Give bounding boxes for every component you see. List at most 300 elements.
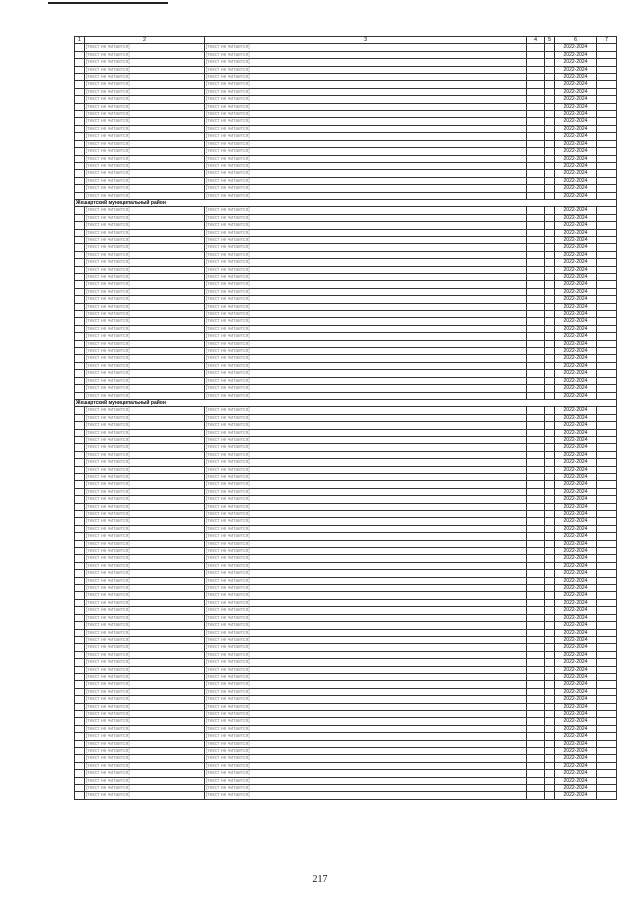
cell-work-type: [текст не читается] bbox=[205, 111, 527, 118]
cell-col-5 bbox=[545, 229, 555, 236]
cell-row-number bbox=[75, 162, 85, 169]
cell-col-5 bbox=[545, 362, 555, 369]
cell-address: [текст не читается] bbox=[85, 177, 205, 184]
cell-col-7 bbox=[597, 518, 617, 525]
cell-col-7 bbox=[597, 303, 617, 310]
cell-year bbox=[527, 251, 545, 258]
cell-col-5 bbox=[545, 629, 555, 636]
cell-row-number bbox=[75, 451, 85, 458]
cell-row-number bbox=[75, 74, 85, 81]
table-row bbox=[75, 392, 617, 399]
cell-col-5 bbox=[545, 162, 555, 169]
cell-work-type: [текст не читается] bbox=[205, 148, 527, 155]
cell-period: 2022-2024 bbox=[555, 548, 597, 555]
table-row bbox=[75, 592, 617, 599]
cell-address: [текст не читается] bbox=[85, 385, 205, 392]
cell-address: [текст не читается] bbox=[85, 733, 205, 740]
table-row bbox=[75, 259, 617, 266]
cell-year bbox=[527, 355, 545, 362]
section-heading-row bbox=[75, 199, 617, 206]
table-row bbox=[75, 207, 617, 214]
table-row bbox=[75, 659, 617, 666]
cell-col-5 bbox=[545, 340, 555, 347]
cell-year bbox=[527, 348, 545, 355]
cell-period: 2022-2024 bbox=[555, 570, 597, 577]
cell-col-5 bbox=[545, 325, 555, 332]
cell-col-7 bbox=[597, 755, 617, 762]
cell-col-7 bbox=[597, 451, 617, 458]
table-row bbox=[75, 385, 617, 392]
cell-period: 2022-2024 bbox=[555, 251, 597, 258]
cell-year bbox=[527, 370, 545, 377]
table-row bbox=[75, 229, 617, 236]
cell-period: 2022-2024 bbox=[555, 473, 597, 480]
table-row bbox=[75, 666, 617, 673]
table-row bbox=[75, 511, 617, 518]
cell-col-5 bbox=[545, 177, 555, 184]
cell-work-type: [текст не читается] bbox=[205, 518, 527, 525]
cell-period: 2022-2024 bbox=[555, 140, 597, 147]
cell-row-number bbox=[75, 385, 85, 392]
cell-row-number bbox=[75, 688, 85, 695]
cell-work-type: [текст не читается] bbox=[205, 118, 527, 125]
cell-year bbox=[527, 111, 545, 118]
cell-row-number bbox=[75, 562, 85, 569]
cell-row-number bbox=[75, 370, 85, 377]
cell-row-number bbox=[75, 348, 85, 355]
cell-year bbox=[527, 325, 545, 332]
table-row bbox=[75, 696, 617, 703]
cell-col-5 bbox=[545, 355, 555, 362]
cell-period: 2022-2024 bbox=[555, 636, 597, 643]
cell-col-7 bbox=[597, 236, 617, 243]
cell-row-number bbox=[75, 88, 85, 95]
table-row bbox=[75, 770, 617, 777]
cell-col-5 bbox=[545, 770, 555, 777]
cell-col-5 bbox=[545, 473, 555, 480]
table-row bbox=[75, 473, 617, 480]
cell-address: [текст не читается] bbox=[85, 229, 205, 236]
cell-period: 2022-2024 bbox=[555, 259, 597, 266]
table-row bbox=[75, 488, 617, 495]
cell-work-type: [текст не читается] bbox=[205, 311, 527, 318]
cell-year bbox=[527, 170, 545, 177]
table-row bbox=[75, 148, 617, 155]
table-row bbox=[75, 44, 617, 51]
cell-period: 2022-2024 bbox=[555, 355, 597, 362]
cell-work-type: [текст не читается] bbox=[205, 59, 527, 66]
cell-work-type: [текст не читается] bbox=[205, 488, 527, 495]
cell-work-type: [текст не читается] bbox=[205, 511, 527, 518]
cell-row-number bbox=[75, 473, 85, 480]
cell-work-type: [текст не читается] bbox=[205, 710, 527, 717]
cell-col-5 bbox=[545, 407, 555, 414]
cell-year bbox=[527, 710, 545, 717]
cell-col-5 bbox=[545, 214, 555, 221]
cell-period: 2022-2024 bbox=[555, 629, 597, 636]
cell-row-number bbox=[75, 681, 85, 688]
cell-address: [текст не читается] bbox=[85, 607, 205, 614]
cell-col-5 bbox=[545, 696, 555, 703]
cell-col-7 bbox=[597, 222, 617, 229]
cell-col-7 bbox=[597, 496, 617, 503]
cell-year bbox=[527, 777, 545, 784]
cell-col-7 bbox=[597, 607, 617, 614]
cell-work-type: [текст не читается] bbox=[205, 733, 527, 740]
cell-period: 2022-2024 bbox=[555, 436, 597, 443]
cell-col-7 bbox=[597, 111, 617, 118]
cell-work-type: [текст не читается] bbox=[205, 444, 527, 451]
cell-col-7 bbox=[597, 673, 617, 680]
cell-work-type: [текст не читается] bbox=[205, 355, 527, 362]
cell-work-type: [текст не читается] bbox=[205, 718, 527, 725]
cell-period: 2022-2024 bbox=[555, 377, 597, 384]
cell-col-5 bbox=[545, 59, 555, 66]
cell-period: 2022-2024 bbox=[555, 170, 597, 177]
cell-work-type: [текст не читается] bbox=[205, 740, 527, 747]
cell-year bbox=[527, 533, 545, 540]
cell-col-5 bbox=[545, 710, 555, 717]
cell-col-5 bbox=[545, 281, 555, 288]
cell-address: [текст не читается] bbox=[85, 459, 205, 466]
cell-col-7 bbox=[597, 414, 617, 421]
table-row bbox=[75, 525, 617, 532]
table-row bbox=[75, 96, 617, 103]
cell-year bbox=[527, 473, 545, 480]
cell-row-number bbox=[75, 148, 85, 155]
cell-col-5 bbox=[545, 81, 555, 88]
cell-col-7 bbox=[597, 540, 617, 547]
table-row bbox=[75, 562, 617, 569]
cell-year bbox=[527, 133, 545, 140]
cell-col-5 bbox=[545, 503, 555, 510]
cell-col-5 bbox=[545, 259, 555, 266]
cell-address: [текст не читается] bbox=[85, 311, 205, 318]
cell-col-5 bbox=[545, 170, 555, 177]
cell-year bbox=[527, 555, 545, 562]
cell-address: [текст не читается] bbox=[85, 644, 205, 651]
cell-address: [текст не читается] bbox=[85, 214, 205, 221]
cell-col-7 bbox=[597, 51, 617, 58]
cell-col-5 bbox=[545, 607, 555, 614]
cell-address: [текст не читается] bbox=[85, 296, 205, 303]
cell-col-5 bbox=[545, 318, 555, 325]
cell-work-type: [текст не читается] bbox=[205, 222, 527, 229]
section-heading: Жешартский муниципальный район bbox=[75, 399, 617, 406]
cell-address: [текст не читается] bbox=[85, 533, 205, 540]
cell-period: 2022-2024 bbox=[555, 562, 597, 569]
cell-period: 2022-2024 bbox=[555, 525, 597, 532]
table-body bbox=[75, 44, 617, 799]
cell-address: [текст не читается] bbox=[85, 518, 205, 525]
cell-row-number bbox=[75, 548, 85, 555]
cell-address: [текст не читается] bbox=[85, 466, 205, 473]
cell-year bbox=[527, 518, 545, 525]
table-row bbox=[75, 355, 617, 362]
cell-col-5 bbox=[545, 96, 555, 103]
cell-period: 2022-2024 bbox=[555, 44, 597, 51]
table-row bbox=[75, 81, 617, 88]
cell-year bbox=[527, 118, 545, 125]
cell-col-5 bbox=[545, 444, 555, 451]
cell-row-number bbox=[75, 585, 85, 592]
cell-row-number bbox=[75, 525, 85, 532]
cell-year bbox=[527, 125, 545, 132]
cell-col-7 bbox=[597, 266, 617, 273]
cell-row-number bbox=[75, 577, 85, 584]
table-row bbox=[75, 614, 617, 621]
cell-col-5 bbox=[545, 488, 555, 495]
cell-work-type: [текст не читается] bbox=[205, 155, 527, 162]
cell-col-7 bbox=[597, 385, 617, 392]
cell-col-5 bbox=[545, 755, 555, 762]
cell-work-type: [текст не читается] bbox=[205, 407, 527, 414]
cell-col-5 bbox=[545, 155, 555, 162]
cell-year bbox=[527, 81, 545, 88]
cell-address: [текст не читается] bbox=[85, 244, 205, 251]
cell-col-7 bbox=[597, 592, 617, 599]
cell-period: 2022-2024 bbox=[555, 133, 597, 140]
cell-col-7 bbox=[597, 362, 617, 369]
cell-year bbox=[527, 377, 545, 384]
cell-address: [текст не читается] bbox=[85, 222, 205, 229]
cell-period: 2022-2024 bbox=[555, 770, 597, 777]
cell-row-number bbox=[75, 629, 85, 636]
cell-work-type: [текст не читается] bbox=[205, 673, 527, 680]
cell-year bbox=[527, 718, 545, 725]
table-row bbox=[75, 118, 617, 125]
cell-col-7 bbox=[597, 644, 617, 651]
cell-col-7 bbox=[597, 177, 617, 184]
table-row bbox=[75, 496, 617, 503]
cell-address: [текст не читается] bbox=[85, 162, 205, 169]
cell-year bbox=[527, 51, 545, 58]
cell-period: 2022-2024 bbox=[555, 540, 597, 547]
table-row bbox=[75, 288, 617, 295]
cell-col-5 bbox=[545, 792, 555, 799]
cell-row-number bbox=[75, 325, 85, 332]
cell-year bbox=[527, 185, 545, 192]
cell-address: [текст не читается] bbox=[85, 666, 205, 673]
cell-row-number bbox=[75, 740, 85, 747]
cell-year bbox=[527, 755, 545, 762]
cell-period: 2022-2024 bbox=[555, 385, 597, 392]
cell-col-5 bbox=[545, 125, 555, 132]
cell-col-7 bbox=[597, 548, 617, 555]
cell-col-5 bbox=[545, 377, 555, 384]
cell-address: [текст не читается] bbox=[85, 599, 205, 606]
cell-col-7 bbox=[597, 340, 617, 347]
cell-address: [текст не читается] bbox=[85, 118, 205, 125]
cell-year bbox=[527, 770, 545, 777]
cell-col-7 bbox=[597, 696, 617, 703]
cell-year bbox=[527, 666, 545, 673]
table-row bbox=[75, 570, 617, 577]
cell-year bbox=[527, 548, 545, 555]
cell-col-7 bbox=[597, 473, 617, 480]
cell-work-type: [текст не читается] bbox=[205, 51, 527, 58]
table-row bbox=[75, 518, 617, 525]
cell-work-type: [текст не читается] bbox=[205, 103, 527, 110]
cell-period: 2022-2024 bbox=[555, 362, 597, 369]
cell-address: [текст не читается] bbox=[85, 44, 205, 51]
cell-period: 2022-2024 bbox=[555, 681, 597, 688]
cell-period: 2022-2024 bbox=[555, 236, 597, 243]
cell-period: 2022-2024 bbox=[555, 688, 597, 695]
cell-col-7 bbox=[597, 666, 617, 673]
cell-work-type: [текст не читается] bbox=[205, 303, 527, 310]
cell-address: [текст не читается] bbox=[85, 414, 205, 421]
cell-col-7 bbox=[597, 125, 617, 132]
cell-year bbox=[527, 599, 545, 606]
table-header-row bbox=[75, 37, 617, 44]
cell-period: 2022-2024 bbox=[555, 755, 597, 762]
cell-col-7 bbox=[597, 777, 617, 784]
cell-col-5 bbox=[545, 103, 555, 110]
cell-period: 2022-2024 bbox=[555, 703, 597, 710]
cell-work-type: [текст не читается] bbox=[205, 599, 527, 606]
cell-work-type: [текст не читается] bbox=[205, 777, 527, 784]
cell-col-7 bbox=[597, 444, 617, 451]
cell-col-5 bbox=[545, 577, 555, 584]
cell-year bbox=[527, 318, 545, 325]
cell-work-type: [текст не читается] bbox=[205, 288, 527, 295]
cell-address: [текст не читается] bbox=[85, 407, 205, 414]
cell-col-7 bbox=[597, 466, 617, 473]
cell-row-number bbox=[75, 703, 85, 710]
cell-work-type: [текст не читается] bbox=[205, 659, 527, 666]
cell-col-7 bbox=[597, 555, 617, 562]
cell-col-5 bbox=[545, 548, 555, 555]
cell-col-7 bbox=[597, 422, 617, 429]
cell-address: [текст не читается] bbox=[85, 66, 205, 73]
cell-col-5 bbox=[545, 725, 555, 732]
table-row bbox=[75, 540, 617, 547]
cell-row-number bbox=[75, 666, 85, 673]
cell-row-number bbox=[75, 540, 85, 547]
cell-address: [текст не читается] bbox=[85, 503, 205, 510]
cell-col-7 bbox=[597, 370, 617, 377]
cell-address: [текст не читается] bbox=[85, 511, 205, 518]
cell-col-7 bbox=[597, 511, 617, 518]
cell-col-5 bbox=[545, 666, 555, 673]
cell-col-7 bbox=[597, 748, 617, 755]
cell-year bbox=[527, 333, 545, 340]
cell-work-type: [текст не читается] bbox=[205, 170, 527, 177]
cell-address: [текст не читается] bbox=[85, 488, 205, 495]
cell-col-5 bbox=[545, 348, 555, 355]
cell-col-7 bbox=[597, 140, 617, 147]
cell-row-number bbox=[75, 170, 85, 177]
cell-row-number bbox=[75, 488, 85, 495]
section-heading: Жешартский муниципальный район bbox=[75, 199, 617, 206]
cell-col-5 bbox=[545, 311, 555, 318]
cell-period: 2022-2024 bbox=[555, 696, 597, 703]
cell-work-type: [текст не читается] bbox=[205, 125, 527, 132]
cell-year bbox=[527, 562, 545, 569]
cell-work-type: [текст не читается] bbox=[205, 333, 527, 340]
cell-year bbox=[527, 422, 545, 429]
cell-col-7 bbox=[597, 88, 617, 95]
cell-year bbox=[527, 733, 545, 740]
cell-address: [текст не читается] bbox=[85, 703, 205, 710]
cell-period: 2022-2024 bbox=[555, 288, 597, 295]
cell-col-5 bbox=[545, 207, 555, 214]
cell-address: [текст не читается] bbox=[85, 111, 205, 118]
cell-work-type: [текст не читается] bbox=[205, 44, 527, 51]
cell-period: 2022-2024 bbox=[555, 325, 597, 332]
cell-work-type: [текст не читается] bbox=[205, 555, 527, 562]
cell-year bbox=[527, 466, 545, 473]
cell-address: [текст не читается] bbox=[85, 585, 205, 592]
cell-year bbox=[527, 651, 545, 658]
cell-address: [текст не читается] bbox=[85, 103, 205, 110]
cell-address: [текст не читается] bbox=[85, 303, 205, 310]
cell-period: 2022-2024 bbox=[555, 733, 597, 740]
cell-address: [текст не читается] bbox=[85, 266, 205, 273]
cell-col-7 bbox=[597, 229, 617, 236]
cell-col-7 bbox=[597, 148, 617, 155]
cell-row-number bbox=[75, 511, 85, 518]
cell-work-type: [текст не читается] bbox=[205, 592, 527, 599]
table-row bbox=[75, 244, 617, 251]
cell-address: [текст не читается] bbox=[85, 51, 205, 58]
table-row bbox=[75, 451, 617, 458]
cell-col-5 bbox=[545, 385, 555, 392]
cell-col-7 bbox=[597, 162, 617, 169]
cell-address: [текст не читается] bbox=[85, 325, 205, 332]
table-row bbox=[75, 192, 617, 199]
cell-col-5 bbox=[545, 777, 555, 784]
cell-address: [текст не читается] bbox=[85, 629, 205, 636]
cell-address: [текст не читается] bbox=[85, 148, 205, 155]
cell-col-7 bbox=[597, 681, 617, 688]
cell-work-type: [текст не читается] bbox=[205, 340, 527, 347]
header-col-5: 5 bbox=[545, 37, 555, 44]
cell-col-5 bbox=[545, 466, 555, 473]
cell-year bbox=[527, 488, 545, 495]
cell-address: [текст не читается] bbox=[85, 792, 205, 799]
cell-col-7 bbox=[597, 585, 617, 592]
cell-row-number bbox=[75, 133, 85, 140]
cell-period: 2022-2024 bbox=[555, 59, 597, 66]
cell-row-number bbox=[75, 296, 85, 303]
cell-year bbox=[527, 481, 545, 488]
cell-row-number bbox=[75, 651, 85, 658]
cell-col-5 bbox=[545, 185, 555, 192]
cell-address: [текст не читается] bbox=[85, 185, 205, 192]
cell-row-number bbox=[75, 340, 85, 347]
cell-year bbox=[527, 385, 545, 392]
cell-col-5 bbox=[545, 496, 555, 503]
table-row bbox=[75, 688, 617, 695]
cell-address: [текст не читается] bbox=[85, 429, 205, 436]
cell-year bbox=[527, 296, 545, 303]
cell-year bbox=[527, 236, 545, 243]
cell-work-type: [текст не читается] bbox=[205, 629, 527, 636]
cell-work-type: [текст не читается] bbox=[205, 214, 527, 221]
cell-year bbox=[527, 577, 545, 584]
cell-year bbox=[527, 644, 545, 651]
cell-year bbox=[527, 673, 545, 680]
cell-work-type: [текст не читается] bbox=[205, 585, 527, 592]
cell-year bbox=[527, 96, 545, 103]
cell-col-5 bbox=[545, 296, 555, 303]
cell-work-type: [текст не читается] bbox=[205, 66, 527, 73]
cell-address: [текст не читается] bbox=[85, 133, 205, 140]
cell-period: 2022-2024 bbox=[555, 481, 597, 488]
cell-period: 2022-2024 bbox=[555, 214, 597, 221]
